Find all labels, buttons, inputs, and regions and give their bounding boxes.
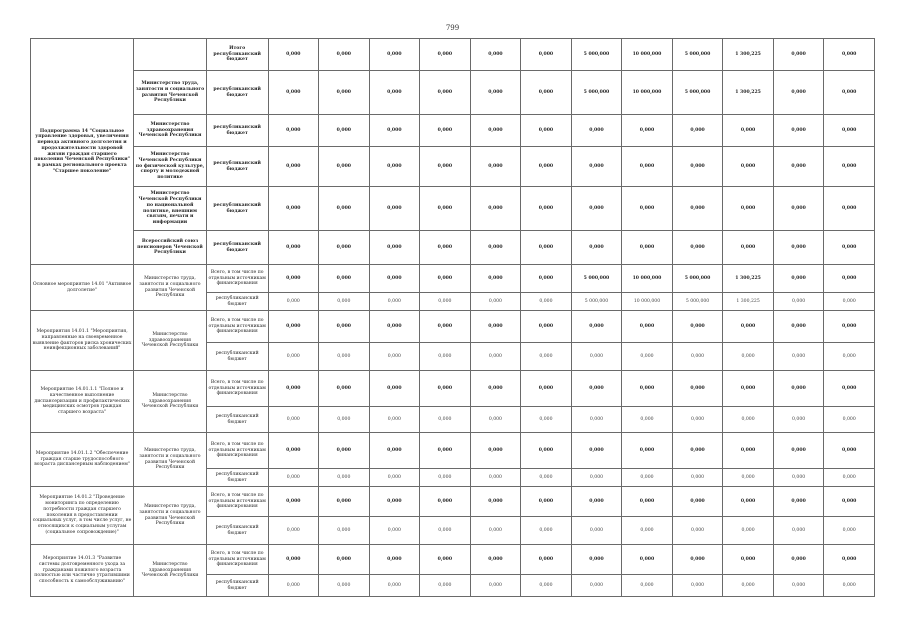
value-cell: 0,000 [268,265,319,293]
funding-source: республиканский бюджет [206,517,268,545]
value-cell: 0,000 [470,371,521,407]
table-row [31,147,875,187]
value-cell: 0,000 [723,187,774,231]
organization: Министерство труда, занятости и социального развития Чеченской Республики [134,71,207,115]
organization: Министерство здравоохранения Чеченской Республики [134,311,207,371]
value-cell: 0,000 [319,545,370,575]
value-cell: 5 000,000 [571,293,622,311]
value-cell: 0,000 [773,469,824,487]
value-cell: 0,000 [773,343,824,371]
funding-source: республиканский бюджет [206,231,268,265]
value-cell: 0,000 [420,187,471,231]
value-cell: 0,000 [824,407,875,433]
value-cell: 0,000 [268,343,319,371]
value-cell: 0,000 [521,293,572,311]
organization: Министерство труда, занятости и социального развития Чеченской Республики [134,265,207,311]
value-cell: 0,000 [369,433,420,469]
value-cell: 0,000 [420,265,471,293]
organization: Министерство здравоохранения Чеченской Республики [134,371,207,433]
value-cell: 0,000 [420,231,471,265]
funding-source: республиканский бюджет [206,469,268,487]
value-cell: 0,000 [369,147,420,187]
value-cell: 0,000 [824,71,875,115]
value-cell: 0,000 [470,187,521,231]
value-cell: 0,000 [369,39,420,71]
organization: Министерство труда, занятости и социального развития Чеченской Республики [134,487,207,545]
value-cell: 0,000 [319,469,370,487]
funding-source: республиканский бюджет [206,71,268,115]
value-cell: 0,000 [521,371,572,407]
organization: Министерство Чеченской Республики по физической культуре, спорту и молодежной политике [134,147,207,187]
value-cell: 0,000 [369,293,420,311]
value-cell: 0,000 [369,115,420,147]
value-cell: 0,000 [268,147,319,187]
value-cell: 0,000 [319,575,370,597]
value-cell: 0,000 [470,231,521,265]
value-cell: 0,000 [521,469,572,487]
value-cell: 0,000 [420,575,471,597]
value-cell: 0,000 [824,311,875,343]
value-cell: 0,000 [268,231,319,265]
value-cell: 0,000 [571,231,622,265]
value-cell: 0,000 [672,433,723,469]
value-cell: 0,000 [723,231,774,265]
value-cell: 0,000 [319,39,370,71]
funding-source: республиканский бюджет [206,187,268,231]
value-cell: 0,000 [773,487,824,517]
value-cell: 0,000 [268,71,319,115]
value-cell: 10 000,000 [622,39,673,71]
value-cell: 0,000 [420,517,471,545]
value-cell: 0,000 [470,545,521,575]
value-cell: 0,000 [521,265,572,293]
value-cell: 5 000,000 [672,39,723,71]
value-cell: 0,000 [369,231,420,265]
table-row [31,71,875,115]
funding-source: Всего, в том числе по отдельным источникам финансирования [206,265,268,293]
value-cell: 0,000 [622,115,673,147]
value-cell: 0,000 [319,115,370,147]
value-cell: 0,000 [622,343,673,371]
value-cell: 0,000 [571,545,622,575]
funding-source: республиканский бюджет [206,575,268,597]
value-cell: 0,000 [420,293,471,311]
value-cell: 0,000 [622,433,673,469]
value-cell: 0,000 [521,517,572,545]
value-cell: 0,000 [319,187,370,231]
activity-name: Основное мероприятие 14.01 "Активное долголетие" [31,265,134,311]
value-cell: 0,000 [521,187,572,231]
value-cell: 0,000 [420,71,471,115]
value-cell: 0,000 [773,371,824,407]
value-cell: 0,000 [470,469,521,487]
value-cell: 0,000 [723,487,774,517]
value-cell: 0,000 [723,371,774,407]
funding-source: Всего, в том числе по отдельным источникам финансирования [206,433,268,469]
value-cell: 0,000 [824,115,875,147]
funding-source: Итого республиканский бюджет [206,39,268,71]
value-cell: 0,000 [824,487,875,517]
value-cell: 0,000 [824,433,875,469]
value-cell: 0,000 [268,407,319,433]
value-cell: 0,000 [571,343,622,371]
value-cell: 0,000 [773,575,824,597]
value-cell: 1 300,225 [723,265,774,293]
value-cell: 0,000 [824,469,875,487]
value-cell: 0,000 [420,371,471,407]
value-cell: 0,000 [773,545,824,575]
value-cell: 0,000 [672,487,723,517]
value-cell: 0,000 [268,293,319,311]
value-cell: 0,000 [773,293,824,311]
value-cell: 0,000 [521,433,572,469]
value-cell: 0,000 [723,407,774,433]
value-cell: 0,000 [571,469,622,487]
organization: Министерство Чеченской Республики по национальной политике, внешним связям, печати и информации [134,187,207,231]
value-cell: 0,000 [521,311,572,343]
value-cell: 0,000 [824,231,875,265]
value-cell: 0,000 [521,115,572,147]
value-cell: 0,000 [470,433,521,469]
table-row [31,39,875,71]
value-cell: 0,000 [622,469,673,487]
value-cell: 0,000 [319,311,370,343]
value-cell: 0,000 [723,343,774,371]
value-cell: 0,000 [268,115,319,147]
value-cell: 0,000 [773,71,824,115]
value-cell: 0,000 [824,265,875,293]
value-cell: 0,000 [773,517,824,545]
value-cell: 0,000 [571,407,622,433]
value-cell: 1 300,225 [723,293,774,311]
value-cell: 10 000,000 [622,71,673,115]
value-cell: 0,000 [521,147,572,187]
value-cell: 0,000 [571,575,622,597]
value-cell: 0,000 [420,407,471,433]
value-cell: 0,000 [773,433,824,469]
value-cell: 0,000 [420,469,471,487]
value-cell: 0,000 [268,187,319,231]
value-cell: 0,000 [420,39,471,71]
value-cell: 1 300,225 [723,39,774,71]
value-cell: 0,000 [672,371,723,407]
organization: Министерство здравоохранения Чеченской Республики [134,115,207,147]
value-cell: 0,000 [268,39,319,71]
value-cell: 0,000 [319,343,370,371]
value-cell: 0,000 [622,231,673,265]
value-cell: 0,000 [319,407,370,433]
value-cell: 0,000 [723,147,774,187]
page-number: 799 [445,24,460,32]
value-cell: 0,000 [268,311,319,343]
value-cell: 0,000 [268,469,319,487]
funding-source: Всего, в том числе по отдельным источникам финансирования [206,311,268,343]
value-cell: 0,000 [521,343,572,371]
value-cell: 0,000 [268,575,319,597]
value-cell: 5 000,000 [571,71,622,115]
activity-name: Мероприятие 14.01.1.2 "Обеспечение граждан старше трудоспособного возраста диспансерным наблюдением" [31,433,134,487]
value-cell: 0,000 [723,469,774,487]
value-cell: 0,000 [672,545,723,575]
funding-source: республиканский бюджет [206,115,268,147]
value-cell: 0,000 [420,311,471,343]
table-row [31,487,875,517]
value-cell: 0,000 [521,575,572,597]
value-cell: 0,000 [773,265,824,293]
value-cell: 0,000 [319,487,370,517]
value-cell: 0,000 [521,545,572,575]
value-cell: 0,000 [369,469,420,487]
value-cell: 0,000 [369,575,420,597]
table-row [31,433,875,469]
value-cell: 5 000,000 [672,71,723,115]
value-cell: 0,000 [319,371,370,407]
value-cell: 0,000 [470,311,521,343]
value-cell: 0,000 [622,187,673,231]
value-cell: 0,000 [672,343,723,371]
funding-source: республиканский бюджет [206,293,268,311]
value-cell: 0,000 [369,517,420,545]
value-cell: 0,000 [521,231,572,265]
value-cell: 0,000 [723,575,774,597]
value-cell: 0,000 [824,545,875,575]
value-cell: 0,000 [672,407,723,433]
value-cell: 0,000 [622,407,673,433]
activity-name: Мероприятие 14.01.1.1 "Полное и качественное выполнение диспансеризации и профилактических медицинских осмотров граждан старшего возраста" [31,371,134,433]
value-cell: 0,000 [622,575,673,597]
value-cell: 0,000 [723,311,774,343]
value-cell: 0,000 [420,487,471,517]
value-cell: 0,000 [571,147,622,187]
funding-source: Всего, в том числе по отдельным источникам финансирования [206,371,268,407]
value-cell: 0,000 [521,39,572,71]
value-cell: 0,000 [470,575,521,597]
value-cell: 0,000 [571,487,622,517]
value-cell: 0,000 [824,575,875,597]
value-cell: 0,000 [672,147,723,187]
value-cell: 0,000 [824,371,875,407]
value-cell: 0,000 [319,265,370,293]
value-cell: 0,000 [470,147,521,187]
value-cell: 0,000 [571,433,622,469]
value-cell: 0,000 [622,371,673,407]
value-cell: 0,000 [773,147,824,187]
value-cell: 0,000 [773,407,824,433]
value-cell: 0,000 [420,545,471,575]
value-cell: 0,000 [571,517,622,545]
value-cell: 0,000 [571,311,622,343]
value-cell: 0,000 [824,293,875,311]
value-cell: 0,000 [723,545,774,575]
table-row [31,371,875,407]
value-cell: 0,000 [672,311,723,343]
value-cell: 0,000 [470,115,521,147]
value-cell: 0,000 [824,187,875,231]
value-cell: 0,000 [723,517,774,545]
value-cell: 0,000 [672,187,723,231]
table-row [31,545,875,575]
organization: Министерство труда, занятости и социального развития Чеченской Республики [134,433,207,487]
value-cell: 1 300,225 [723,71,774,115]
value-cell: 0,000 [672,231,723,265]
value-cell: 0,000 [622,147,673,187]
value-cell: 5 000,000 [571,265,622,293]
value-cell: 0,000 [773,39,824,71]
value-cell: 0,000 [723,433,774,469]
value-cell: 0,000 [521,487,572,517]
empty-cell [134,39,207,71]
value-cell: 0,000 [420,343,471,371]
table-row [31,311,875,343]
value-cell: 10 000,000 [622,265,673,293]
table-row [31,187,875,231]
value-cell: 0,000 [470,71,521,115]
funding-source: республиканский бюджет [206,147,268,187]
value-cell: 0,000 [622,311,673,343]
value-cell: 0,000 [268,433,319,469]
value-cell: 10 000,000 [622,293,673,311]
value-cell: 0,000 [622,517,673,545]
value-cell: 5 000,000 [672,265,723,293]
value-cell: 0,000 [571,115,622,147]
value-cell: 0,000 [319,71,370,115]
value-cell: 0,000 [470,517,521,545]
value-cell: 0,000 [319,147,370,187]
value-cell: 0,000 [420,433,471,469]
value-cell: 0,000 [369,545,420,575]
value-cell: 0,000 [369,311,420,343]
funding-source: республиканский бюджет [206,343,268,371]
value-cell: 0,000 [319,231,370,265]
value-cell: 0,000 [521,407,572,433]
value-cell: 0,000 [268,487,319,517]
value-cell: 5 000,000 [672,293,723,311]
value-cell: 0,000 [420,115,471,147]
subprogram-name: Подпрограмма 14 "Социальное управление здоровья, увеличения периода активного долголетия и продолжительности здоровой жизни граждан старшего поколения Чеченской Республики" в рамках регионального проекта "Старшее поколение" [31,39,134,265]
activity-name: Мероприятие 14.01.3 "Развитие системы долговременного ухода за гражданами пожилого возраста полностью или частично утратившими способность к самообслуживанию" [31,545,134,597]
value-cell: 0,000 [319,293,370,311]
organization: Министерство здравоохранения Чеченской Республики [134,545,207,597]
value-cell: 0,000 [773,187,824,231]
budget-table [30,38,875,597]
value-cell: 0,000 [369,343,420,371]
value-cell: 0,000 [470,343,521,371]
value-cell: 0,000 [369,371,420,407]
table-row [31,115,875,147]
value-cell: 0,000 [420,147,471,187]
value-cell: 0,000 [369,187,420,231]
value-cell: 0,000 [470,293,521,311]
value-cell: 0,000 [571,187,622,231]
value-cell: 0,000 [319,517,370,545]
value-cell: 0,000 [824,343,875,371]
value-cell: 0,000 [319,433,370,469]
value-cell: 0,000 [521,71,572,115]
value-cell: 5 000,000 [571,39,622,71]
value-cell: 0,000 [470,487,521,517]
value-cell: 0,000 [369,487,420,517]
value-cell: 0,000 [723,115,774,147]
value-cell: 0,000 [622,545,673,575]
table-row [31,231,875,265]
value-cell: 0,000 [773,311,824,343]
funding-source: республиканский бюджет [206,407,268,433]
value-cell: 0,000 [773,115,824,147]
organization: Всероссийский союз пенсионеров Чеченской Республики [134,231,207,265]
activity-name: Мероприятия 14.01.1 "Мероприятия, направленные на своевременное выявление факторов риска хронических неинфекционных заболеваний" [31,311,134,371]
activity-name: Мероприятие 14.01.2 "Проведение мониторинга по определению потребности граждан старшего поколения в предоставлении социальных услуг, в том числе услуг, не относящихся к социальным услугам (социальное сопровождение)" [31,487,134,545]
funding-source: Всего, в том числе по отдельным источникам финансирования [206,487,268,517]
value-cell: 0,000 [268,545,319,575]
value-cell: 0,000 [571,371,622,407]
table-row [31,265,875,293]
value-cell: 0,000 [672,469,723,487]
value-cell: 0,000 [369,71,420,115]
value-cell: 0,000 [268,517,319,545]
value-cell: 0,000 [622,487,673,517]
value-cell: 0,000 [672,575,723,597]
value-cell: 0,000 [470,265,521,293]
funding-source: Всего, в том числе по отдельным источникам финансирования [206,545,268,575]
value-cell: 0,000 [672,517,723,545]
value-cell: 0,000 [369,265,420,293]
value-cell: 0,000 [369,407,420,433]
value-cell: 0,000 [824,517,875,545]
value-cell: 0,000 [268,371,319,407]
value-cell: 0,000 [824,147,875,187]
value-cell: 0,000 [672,115,723,147]
value-cell: 0,000 [470,407,521,433]
value-cell: 0,000 [773,231,824,265]
value-cell: 0,000 [824,39,875,71]
value-cell: 0,000 [470,39,521,71]
